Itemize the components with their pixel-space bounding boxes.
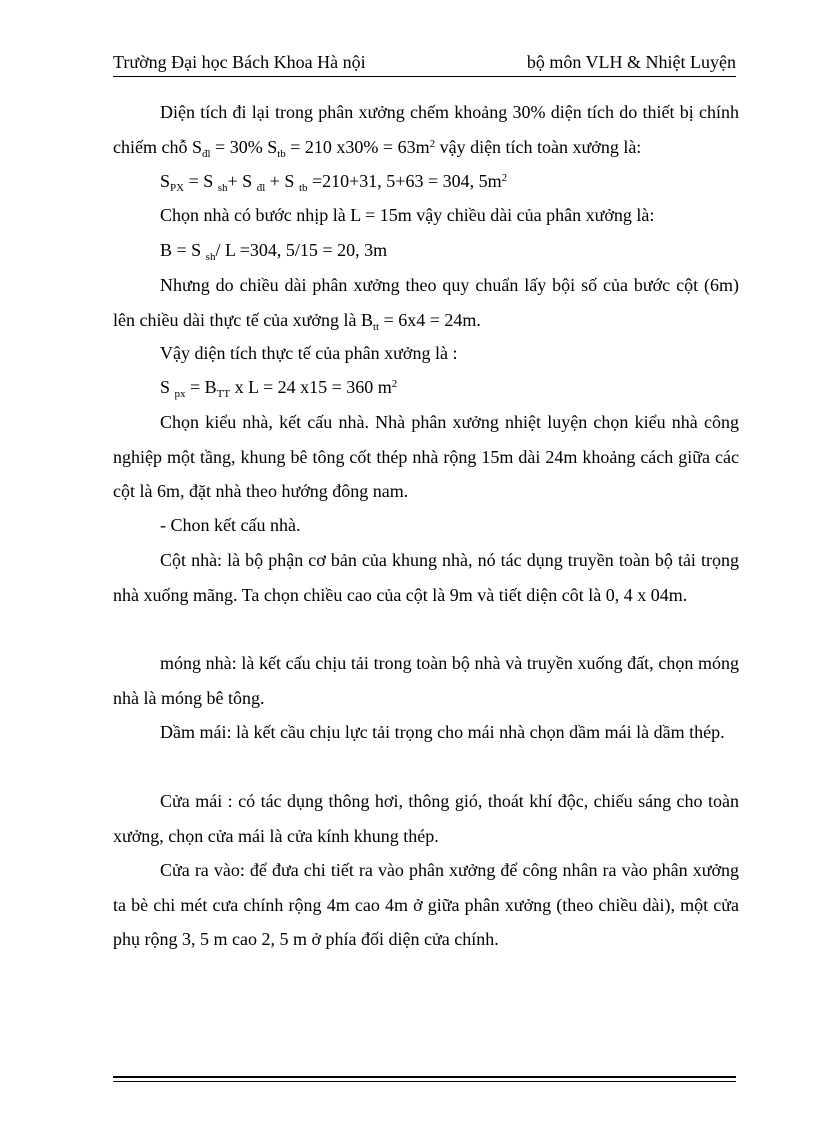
text: S: [160, 171, 171, 191]
paragraph-roof-window: Cửa mái : có tác dụng thông hơi, thông gió, thoát khí độc, chiếu sáng cho toàn xưởng, chọn cửa mái là cửa kính khung thép.: [113, 791, 739, 846]
header-university: Trường Đại học Bách Khoa Hà nội: [113, 52, 366, 72]
text: S: [160, 377, 175, 397]
text: = 6x4 = 24m.: [379, 309, 481, 330]
paragraph-span-choice: Chọn nhà có bước nhịp là L = 15m vậy chiều dài của phân xưởng là:: [160, 205, 655, 225]
paragraph-actual-area-intro: Vậy diện tích thực tế của phân xưởng là :: [160, 343, 458, 363]
text: + S: [265, 171, 299, 191]
paragraph-foundation: móng nhà: là kết cấu chịu tải trong toàn bộ nhà và truyền xuống đất, chọn móng nhà là móng bê tông.: [113, 653, 739, 708]
page-header: [113, 52, 736, 78]
text: + S: [227, 171, 257, 191]
subscript: tb: [277, 147, 286, 160]
text: = 30% S: [210, 136, 278, 157]
subscript: TT: [216, 388, 231, 400]
text: / L =304, 5/15 = 20, 3m: [215, 240, 388, 260]
paragraph-doors: Cửa ra vào: để đưa chi tiết ra vào phân xưởng để công nhân ra vào phân xưởng ta bè chi mét cưa chính rộng 4m cao 4m ở giữa phân xưởng (theo chiều dài), một cửa phụ rộng 3, 5 m cao 2, 5 m ở phía đối diện cửa chính.: [113, 860, 739, 949]
formula-actual-area: [160, 377, 397, 398]
paragraph-columns: Cột nhà: là bộ phận cơ bản của khung nhà, nó tác dụng truyền toàn bộ tải trọng nhà xuống mãng. Ta chọn chiều cao của cột là 9m và tiết diện côt là 0, 4 x 04m.: [113, 550, 739, 605]
superscript: 2: [501, 172, 508, 184]
subscript: px: [174, 388, 186, 400]
header-department: bộ môn VLH & Nhiệt Luyện: [526, 52, 736, 72]
formula-total-area: [160, 171, 507, 192]
footer-rule: [113, 1076, 736, 1078]
footer-rule-thin: [113, 1081, 736, 1082]
header-rule: [113, 76, 736, 77]
text: Diện tích đi lại trong phân xưởng chếm khoảng 30% diện tích do thiết bị chính chiếm chỗ S: [113, 102, 739, 157]
bullet-structure: - Chon kết cấu nhà.: [160, 515, 301, 535]
paragraph-building-type: Chọn kiểu nhà, kết cấu nhà. Nhà phân xưởng nhiệt luyện chọn kiểu nhà công nghiệp một tầng, khung bê tông cốt thép nhà rộng 15m dài 24m khoảng cách giữa các cột là 6m, đặt nhà theo hướng đông nam.: [113, 412, 739, 501]
subscript: sh: [205, 251, 216, 263]
text: Nhưng do chiều dài phân xưởng theo quy chuẩn lấy bội số của bước cột (6m) lên chiều dài thực tế của xưởng là B: [113, 275, 739, 330]
subscript: đl: [256, 182, 266, 194]
subscript: tt: [372, 320, 380, 333]
text: B = S: [160, 240, 206, 260]
text: = S: [184, 171, 218, 191]
text: vậy diện tích toàn xưởng là:: [435, 136, 642, 157]
text: = 210 x30% = 63m: [285, 136, 430, 157]
text: = B: [185, 377, 217, 397]
subscript: sh: [217, 182, 228, 194]
subscript: tb: [298, 182, 308, 194]
paragraph-roof-beam: Dầm mái: là kết cầu chịu lực tải trọng cho mái nhà chọn dầm mái là dầm thép.: [160, 722, 725, 742]
superscript: 2: [391, 378, 398, 390]
text: x L = 24 x15 = 360 m: [230, 377, 392, 397]
superscript: 2: [429, 137, 436, 150]
text: =210+31, 5+63 = 304, 5m: [307, 171, 502, 191]
paragraph-circulation-area: [113, 95, 739, 164]
subscript: đl: [201, 147, 211, 160]
paragraph-actual-length: [113, 268, 739, 337]
subscript: PX: [170, 182, 185, 194]
formula-length: [160, 240, 387, 261]
